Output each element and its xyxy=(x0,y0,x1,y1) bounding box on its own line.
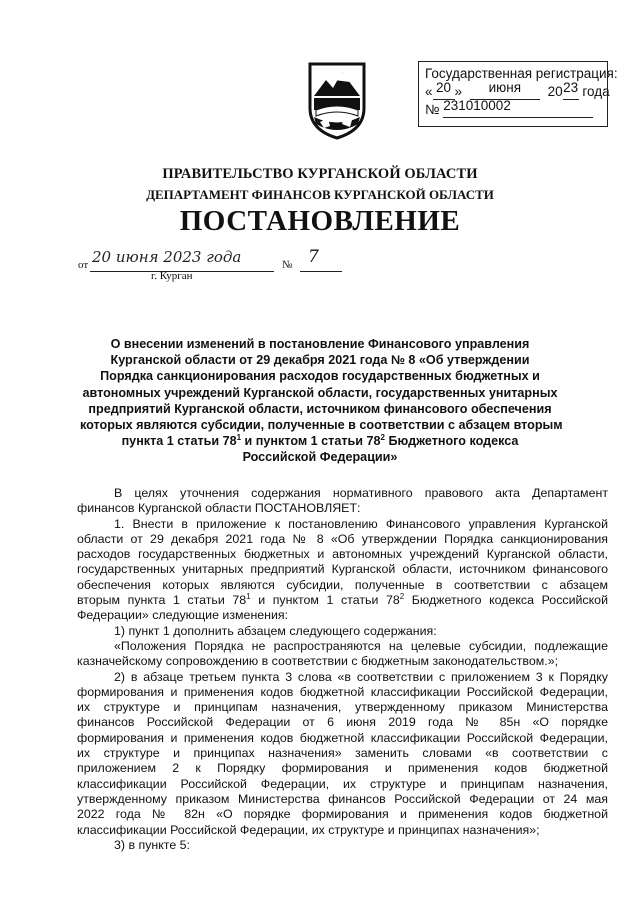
body-line: 2) в абзаце третьем пункта 3 слова «в соответствии с приложением 3 к Порядку xyxy=(114,669,608,684)
body-line: В целях уточнения содержания нормативного правового акта Департамент xyxy=(114,486,608,500)
superscript: 2 xyxy=(399,592,405,602)
body-text: вторым пункта 1 статьи 78 xyxy=(77,593,247,608)
body-line: 2022 года № 82н «О порядке формирования и применения кодов бюджетной xyxy=(77,807,608,822)
body-line: обеспечения которых являются субсидии, полученные в соответствии с абзацем xyxy=(77,577,608,592)
title-text: пункта 1 статьи 78 xyxy=(121,434,237,449)
body-line: государственных унитарных предприятий Курганской области, источником финансового xyxy=(77,562,608,577)
registration-number-sign: № xyxy=(425,102,440,117)
body-line: классификации Российской Федерации, их структуре и принципах назначения»; xyxy=(77,822,540,837)
registration-month: июня xyxy=(488,80,522,95)
body-line: 3) в пункте 5: xyxy=(114,837,190,852)
registration-year-prefix: 20 xyxy=(547,84,563,99)
title-line: предприятий Курганской области, источником финансового обеспечения xyxy=(88,401,552,416)
registration-year-suffix: 23 xyxy=(563,80,579,95)
superscript: 2 xyxy=(380,433,385,443)
body-line: утвержденному приказом Министерства финансов Российской Федерации от 24 мая xyxy=(77,791,608,806)
body-line: 1. Внести в приложение к постановлению Финансового управления Курганской xyxy=(114,516,608,531)
body-line: классификации Российской Федерации, их структуре и принципам назначения, xyxy=(77,776,608,791)
title-text: Бюджетного кодекса xyxy=(384,434,519,449)
body-line: приложением 2 к Порядку формирования и применения кодов бюджетной xyxy=(77,761,608,776)
date-from-label: от xyxy=(78,259,89,271)
registration-year-word: года xyxy=(582,84,610,99)
body-text: и пунктом 1 статьи 78 xyxy=(250,593,400,608)
registration-stamp xyxy=(418,61,618,127)
document-title xyxy=(80,336,563,466)
title-line: Порядка санкционирования расходов государственных бюджетных и xyxy=(100,369,540,384)
title-line: Российской Федерации» xyxy=(242,450,398,465)
registration-heading: Государственная регистрация: xyxy=(425,66,618,81)
body-line: 1) пункт 1 дополнить абзацем следующего содержания: xyxy=(114,623,437,638)
body-line: их структуре и принципам назначения, утвержденному приказом Министерства xyxy=(77,700,608,715)
number-underline xyxy=(300,271,342,272)
registration-number: 231010002 xyxy=(443,98,511,113)
body-line: Федерации» следующие изменения: xyxy=(77,608,289,623)
city-name: г. Курган xyxy=(151,270,193,282)
body-line: области от 29 декабря 2021 года № 8 «Об утверждении Порядка санкционирования xyxy=(77,531,608,546)
registration-number-line xyxy=(443,98,593,118)
body-text: Бюджетного кодекса Российской xyxy=(404,593,608,608)
document-type-heading: ПОСТАНОВЛЕНИЕ xyxy=(179,205,461,237)
body-line: их структуре и принципах назначения» заменить словами «в соответствии с xyxy=(77,746,608,761)
body-line: расходов государственных бюджетных и автономных учреждений Курганской области, xyxy=(77,547,608,562)
title-line xyxy=(80,433,560,449)
registration-year-line xyxy=(563,80,579,100)
government-name: ПРАВИТЕЛЬСТВО КУРГАНСКОЙ ОБЛАСТИ xyxy=(162,166,478,182)
body-line: финансов Курганской области ПОСТАНОВЛЯЕТ: xyxy=(77,501,361,516)
body-line: «Положения Порядка не распространяются на целевые субсидии, подлежащие xyxy=(114,638,608,653)
registration-quote-close: » xyxy=(454,84,463,99)
title-line: Курганской области от 29 декабря 2021 года № 8 «Об утверждении xyxy=(110,353,530,368)
title-line: которых являются субсидии, полученные в соответствии с абзацем вторым xyxy=(80,418,563,433)
body-line xyxy=(77,593,608,608)
body-line: финансов Российской Федерации от 6 июня 2019 года № 85н «О порядке xyxy=(77,715,608,730)
registration-quote-open: « xyxy=(425,84,433,99)
registration-number-row xyxy=(425,98,607,120)
document-date: 20 июня 2023 года xyxy=(92,248,242,266)
superscript: 1 xyxy=(236,433,242,443)
document-body xyxy=(77,486,608,853)
title-text: и пунктом 1 статьи 78 xyxy=(241,434,381,449)
number-label: № xyxy=(282,259,293,271)
superscript: 1 xyxy=(246,592,251,602)
document-number: 7 xyxy=(308,247,319,267)
department-name: ДЕПАРТАМЕНТ ФИНАНСОВ КУРГАНСКОЙ ОБЛАСТИ xyxy=(146,187,494,202)
registration-day: 20 xyxy=(436,80,452,95)
title-line: автономных учреждений Курганской области, государственных унитарных xyxy=(82,385,558,400)
title-line: О внесении изменений в постановление Финансового управления xyxy=(110,337,530,351)
coat-of-arms-emblem xyxy=(306,62,368,140)
body-line: формирования и применения кодов бюджетной классификации Российской Федерации, xyxy=(77,730,608,745)
body-line: казначейскому сопровождению в соответствии с бюджетным законодательством.»; xyxy=(77,654,559,669)
body-line: формирования и применения кодов бюджетной классификации Российской Федерации, xyxy=(77,684,608,699)
